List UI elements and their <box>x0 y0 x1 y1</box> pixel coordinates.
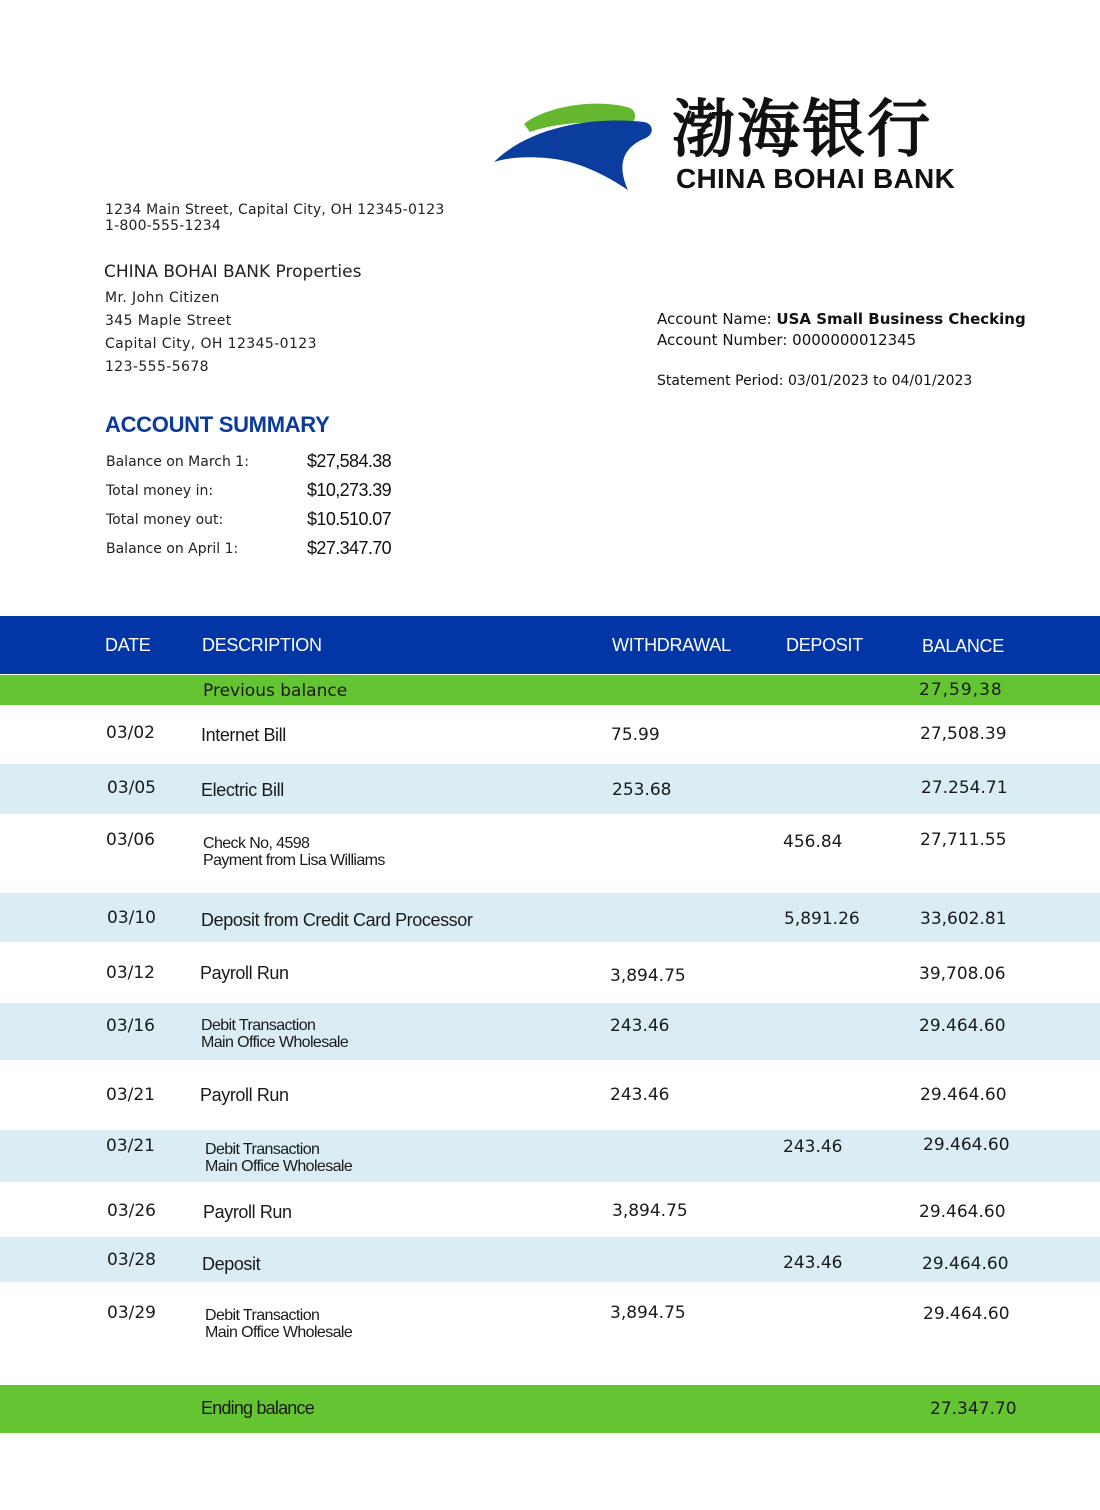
row-balance: 27,508.39 <box>920 724 1007 744</box>
row-description-detail: Main Office Wholesale <box>201 1034 349 1051</box>
row-description: Payroll Run <box>200 963 289 983</box>
row-description: Electric Bill <box>201 780 284 800</box>
bank-name-chinese: 渤海银行 <box>672 93 932 166</box>
row-description: Debit Transaction <box>205 1141 320 1158</box>
account-number-value: 0000000012345 <box>792 331 917 349</box>
bank-address: 1234 Main Street, Capital City, OH 12345-0123 <box>105 202 445 218</box>
header-deposit: DEPOSIT <box>786 635 863 655</box>
summary-value: $10,273.39 <box>307 480 392 500</box>
row-date: 03/12 <box>106 963 155 983</box>
bank-phone: 1-800-555-1234 <box>105 218 221 234</box>
account-name-label: Account Name: <box>657 310 777 328</box>
row-description: Check No, 4598 <box>203 835 310 852</box>
row-deposit: 5,891.26 <box>784 909 860 929</box>
account-number <box>657 331 916 349</box>
row-balance: 33,602.81 <box>920 909 1007 929</box>
row-withdrawal: 3,894.75 <box>610 966 686 986</box>
row-withdrawal: 75.99 <box>611 725 660 745</box>
previous-balance-label: Previous balance <box>203 681 348 701</box>
summary-label: Total money in: <box>106 483 214 499</box>
row-description-detail: Payment from Lisa Williams <box>203 852 385 869</box>
account-summary-title: ACCOUNT SUMMARY <box>105 412 330 437</box>
row-withdrawal: 253.68 <box>612 780 672 800</box>
header-balance: BALANCE <box>922 636 1004 656</box>
row-description: Payroll Run <box>200 1085 289 1105</box>
customer-phone: 123-555-5678 <box>105 359 209 375</box>
ending-balance-label: Ending balance <box>201 1398 314 1418</box>
row-deposit: 456.84 <box>783 832 843 852</box>
header-description: DESCRIPTION <box>202 635 322 655</box>
row-date: 03/28 <box>107 1250 156 1270</box>
previous-balance-value: 27,59,38 <box>919 680 1003 700</box>
summary-label: Balance on April 1: <box>106 541 239 557</box>
statement-period-label: Statement Period: <box>657 373 788 389</box>
row-description: Deposit from Credit Card Processor <box>201 910 473 930</box>
row-date: 03/02 <box>106 723 155 743</box>
row-description: Debit Transaction <box>201 1017 316 1034</box>
summary-value: $27.347.70 <box>307 538 392 558</box>
summary-value: $27,584.38 <box>307 451 392 471</box>
statement-period-value: 03/01/2023 to 04/01/2023 <box>787 373 973 389</box>
row-balance: 39,708.06 <box>919 964 1006 984</box>
row-date: 03/16 <box>106 1016 155 1036</box>
summary-value: $10.510.07 <box>307 509 392 529</box>
row-date: 03/10 <box>107 908 156 928</box>
row-date: 03/26 <box>107 1201 156 1221</box>
row-date: 03/29 <box>107 1303 156 1323</box>
account-number-label: Account Number: <box>657 331 793 349</box>
summary-label: Total money out: <box>106 512 224 528</box>
row-description: Payroll Run <box>203 1202 292 1222</box>
bank-name-english: CHINA BOHAI BANK <box>676 163 956 194</box>
header-date: DATE <box>105 635 151 655</box>
row-withdrawal: 243.46 <box>610 1016 670 1036</box>
row-description: Debit Transaction <box>205 1307 320 1324</box>
row-balance: 29.464.60 <box>923 1304 1010 1324</box>
row-date: 03/21 <box>106 1136 155 1156</box>
row-deposit: 243.46 <box>783 1253 843 1273</box>
ending-balance-value: 27.347.70 <box>930 1399 1017 1419</box>
row-balance: 29.464.60 <box>922 1254 1009 1274</box>
transactions-table-header <box>0 616 1100 674</box>
row-description: Internet Bill <box>201 725 286 745</box>
customer-name: Mr. John Citizen <box>105 290 220 306</box>
row-balance: 27,711.55 <box>920 830 1007 850</box>
row-balance: 29.464.60 <box>923 1135 1010 1155</box>
customer-city: Capital City, OH 12345-0123 <box>105 336 317 352</box>
row-deposit: 243.46 <box>783 1137 843 1157</box>
row-date: 03/05 <box>107 778 156 798</box>
row-withdrawal: 3,894.75 <box>610 1303 686 1323</box>
row-balance: 29.464.60 <box>919 1016 1006 1036</box>
customer-company: CHINA BOHAI BANK Properties <box>104 262 362 282</box>
row-date: 03/21 <box>106 1085 155 1105</box>
bank-logo-mark-icon <box>494 100 654 192</box>
row-description-detail: Main Office Wholesale <box>205 1324 353 1341</box>
row-description-detail: Main Office Wholesale <box>205 1158 353 1175</box>
row-balance: 29.464.60 <box>920 1085 1007 1105</box>
row-balance: 29.464.60 <box>919 1202 1006 1222</box>
row-balance: 27.254.71 <box>921 778 1008 798</box>
row-date: 03/06 <box>106 830 155 850</box>
customer-street: 345 Maple Street <box>105 313 232 329</box>
summary-label: Balance on March 1: <box>106 454 249 470</box>
header-withdrawal: WITHDRAWAL <box>612 635 731 655</box>
row-description: Deposit <box>202 1254 261 1274</box>
account-name <box>657 310 1026 328</box>
row-withdrawal: 243.46 <box>610 1085 670 1105</box>
account-name-value: USA Small Business Checking <box>776 310 1026 328</box>
row-withdrawal: 3,894.75 <box>612 1201 688 1221</box>
statement-period <box>657 373 972 389</box>
